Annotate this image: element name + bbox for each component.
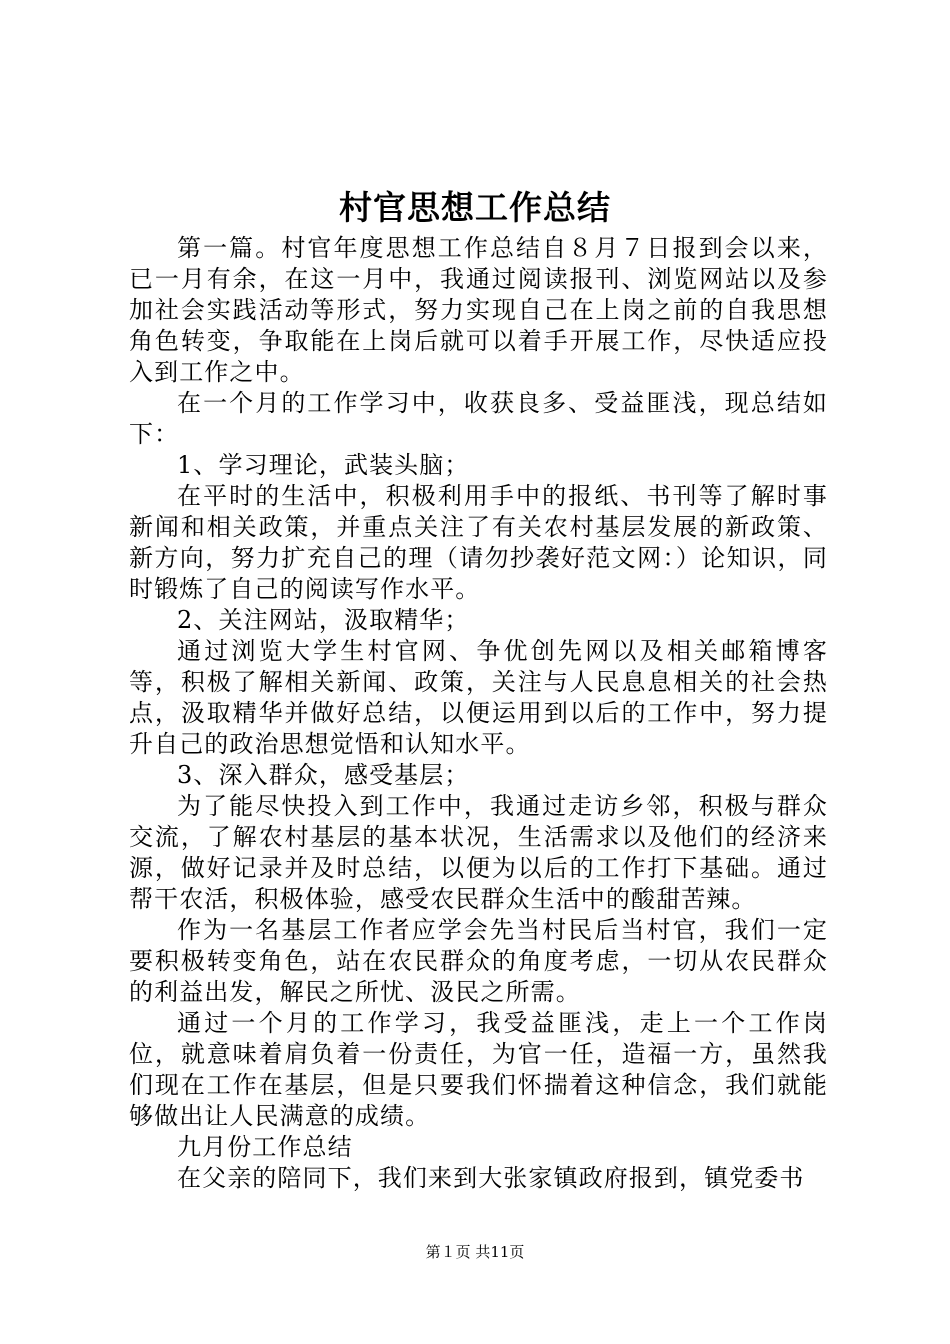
document-title: 村官思想工作总结 (339, 188, 611, 227)
paragraph: 为了能尽快投入到工作中，我通过走访乡邻，积极与群众交流，了解农村基层的基本状况，生活需求以及他们的经济来源，做好记录并及时总结，以便为以后的工作打下基础。通过帮干农活，积极体验，感受农民群众生活中的酸甜苦辣。 (129, 792, 828, 913)
paragraph: 作为一名基层工作者应学会先当村民后当村官，我们一定要积极转变角色，站在农民群众的角度考虑，一切从农民群众的利益出发，解民之所忧、汲民之所需。 (129, 916, 828, 1006)
document-body (129, 233, 828, 1194)
paragraph: 第一篇。村官年度思想工作总结自８月７日报到会以来，已一月有余，在这一月中，我通过阅读报刊、浏览网站以及参加社会实践活动等形式，努力实现自己在上岗之前的自我思想角色转变，争取能在上岗后就可以着手开展工作，尽快适应投入到工作之中。 (129, 234, 828, 386)
paragraph: 在平时的生活中，积极利用手中的报纸、书刊等了解时事新闻和相关政策，并重点关注了有关农村基层发展的新政策、新方向，努力扩充自己的理（请勿抄袭好范文网：）论知识，同时锻炼了自己的阅读写作水平。 (129, 482, 828, 603)
paragraph: 在父亲的陪同下，我们来到大张家镇政府报到，镇党委书 (177, 1164, 805, 1192)
paragraph: 通过一个月的工作学习，我受益匪浅，走上一个工作岗位，就意味着肩负着一份责任，为官一任，造福一方，虽然我们现在工作在基层，但是只要我们怀揣着这种信念，我们就能够做出让人民满意的成绩。 (129, 1009, 828, 1130)
page-number: 第１页 共11页 (425, 1243, 525, 1261)
section-heading: 2、关注网站，汲取精华； (177, 606, 470, 634)
section-heading: 九月份工作总结 (177, 1133, 353, 1161)
section-heading: 3、深入群众，感受基层； (177, 761, 470, 789)
paragraph: 通过浏览大学生村官网、争优创先网以及相关邮箱博客等，积极了解相关新闻、政策，关注与人民息息相关的社会热点，汲取精华并做好总结，以便运用到以后的工作中，努力提升自己的政治思想觉悟和认知水平。 (129, 637, 828, 758)
section-heading: 1、学习理论，武装头脑； (177, 451, 470, 479)
paragraph: 在一个月的工作学习中，收获良多、受益匪浅，现总结如下： (129, 389, 828, 448)
